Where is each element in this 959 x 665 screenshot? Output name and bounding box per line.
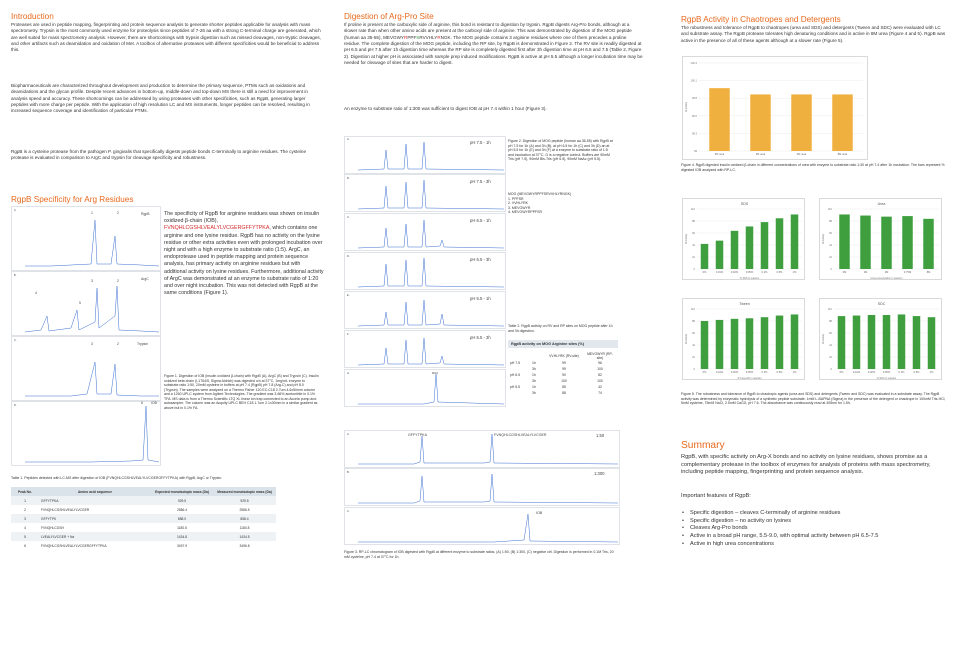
tween-chart-svg	[683, 299, 806, 381]
x-tick-label: 0.5%	[776, 271, 783, 274]
x-tick-label: 0.5%	[913, 371, 920, 374]
mog-legend-title: MOG (MEVGWYRPPFSRVVHLYRNGK)	[508, 192, 572, 196]
x-tick-label: 8M	[926, 271, 931, 274]
x-tick-label: 0.02%	[730, 271, 739, 274]
fig1-panel-d-name: IOB	[151, 401, 157, 405]
fig1-panel-a-peak-1: 1	[91, 211, 93, 215]
x-tick-label: 0.1%	[761, 371, 768, 374]
table-1-header-sequence: Amino acid sequence	[39, 487, 151, 496]
fig2-panel-b-letter: B.	[347, 177, 350, 180]
table-2-title: RgpB activity on MOG Arginine sites (%)	[508, 340, 618, 348]
argpro-arg-2: S	[416, 34, 420, 40]
mog-legend-item-2: 2. VVHLYRK	[508, 201, 528, 205]
y-axis-label: % Activity	[685, 233, 688, 245]
fig1-panel-a-name: RgpB	[141, 212, 150, 216]
table-2-cell: 100	[597, 367, 603, 371]
fig1-panel-c-peak-3: 3	[91, 342, 93, 346]
bar	[923, 219, 934, 269]
table-1-header-peak: Peak No.	[11, 487, 39, 496]
figure-4-caption: Figure 4. RgpB digested insulin oxidized β-chain in different concentrations of urea with enzyme to substrate ratio 1:30 at pH 7.4 after 1h incubation. The bars represent % digested IOB analyzed with RP-LC.	[681, 163, 945, 172]
table-row	[11, 514, 276, 523]
y-tick-label: 88	[692, 220, 695, 223]
x-tick-label: 0.05%	[745, 271, 754, 274]
fig2-panel-a-condition: pH 7.5 - 1h	[470, 140, 491, 145]
bar	[761, 222, 769, 269]
bar	[860, 216, 871, 269]
figure-1-caption: Figure 1. Digestion of IOB (insulin oxidized β-chain) with RgpB (A), ArgC (B) and Trypsin (C). Insulin oxidized beta chain (I-1764/5, Sigma Aldrich) was digested o/n at 37°C, 1mg/mL enzyme to substrate ratio 1:50, 20mM cysteine in buffers at pH 7.4 (RgpB) pH 7.8 (Arg-C) and pH 8.0 (Trypsin). The samples were analyzed on a Thermo Fisher 120 EC-C18 2.7um 4.6x50mm column and a 1260 UPLC system from Agilent Technologies. The gradient was 3-66% acetonitrile in 0.1% TFA. MS data is from a Thermo Scientific LTQ XL linear ion trap connected to an Accela pump and autosampler. The column was an Acquity UPLC BEH C18 1.7um 2.1x30mm in a similar gradient as above but in 0.1% FA.	[164, 374, 319, 410]
bar	[746, 318, 754, 369]
table-2-cell: 3h	[532, 391, 536, 395]
table-2-cell: 99	[562, 367, 566, 371]
argpro-paragraph-1	[344, 22, 644, 66]
fig1-panel-a	[12, 207, 161, 271]
x-tick-label: 1%	[929, 371, 934, 374]
table-2-cell: 3h	[532, 367, 536, 371]
table-row	[11, 505, 276, 514]
sdc-chart-svg	[820, 299, 943, 381]
table-2-cell: 100	[561, 379, 567, 383]
y-tick-label: 110	[827, 208, 832, 211]
specificity-body-suffix: , which contains one arginine and one lysine residue. RgpB has no activity on the lysine residue or other extra activities even with prolonged incubation over night and with a high enzyme to substrate ratio (1:5). ArgC, an endoprotease used in peptide mapping and protein sequence analysis, has primary activity on arginine residues but with additional activity on lysine residues. Furthermore, additional activity of ArgC was demonstrated at an enzyme to substrate ratio of 1:20 and over night incubation. This was not detected with RgpB at the same conditions (Figure 1).	[164, 225, 324, 297]
table-2-cell: 3h	[532, 379, 536, 383]
y-axis-label: % Activity	[822, 333, 825, 345]
table-2-header: VVHLYRK (RV-site)	[549, 354, 579, 358]
table-2-cell: 42	[598, 385, 602, 389]
x-tick-label: 0.01%	[715, 371, 724, 374]
fig2-panel-f-condition: pH 5.5 - 3h	[470, 335, 491, 340]
intro-paragraph-3: RgpB is a cysteine protease from the pathogen P. gingivalis that specifically digests peptide bonds C-terminally to arginine residues. The cysteine protease is evaluated in comparison to ArgC and trypsin for cleavage specificity and robustness.	[11, 149, 307, 161]
table-2-cell: 90	[562, 373, 566, 377]
fig1-panel-d	[12, 402, 161, 466]
y-tick-label: 22	[829, 256, 832, 259]
fig3-panel-a-peak-1: GFFYTPKA	[408, 433, 427, 437]
figure-5-sds-chart	[682, 198, 805, 280]
fig2-panel-d-letter: D.	[347, 255, 350, 258]
summary-paragraph: RgpB, with specific activity on Arg-X bonds and no activity on lysine residues, shows promise as a complementary protease in the toolbox of enzymes for analysis of proteins with mass spectrometry, including peptide mapping, fingerprinting and protein sequence analysis.	[681, 454, 931, 476]
table-1-cell: 2	[24, 507, 26, 512]
table-2-cell: 96	[598, 361, 602, 365]
summary-heading: Summary	[681, 440, 725, 451]
bar	[913, 316, 921, 369]
table-2	[508, 352, 618, 396]
bar	[701, 244, 709, 269]
y-axis-label: % Activity	[822, 233, 825, 245]
bar	[701, 321, 709, 369]
table-2-cell: 82	[598, 373, 602, 377]
fig1-panel-b-peak-3: 3	[91, 279, 93, 283]
figure-5-caption: Figure 5. The robustness and tolerance of RgpB to chaotropic agents (urea and SDS) and detergents (Tween and SDC) was evaluated in a substrate assay. The RgpB activity was determined by enzymatic hydrolysis of a synthetic peptide substrate. 1mM L-BAPNA (Sigma) in the presence of the detergent or chaotrope in 100mM Tris-HCl, 5mM cysteine, 75mM NaCl, 2.5mM CaCl2, pH 7.6. The absorbance was continuously read at 405nm for 1.5h.	[681, 392, 946, 405]
y-tick-label: 66	[692, 332, 695, 335]
figure-3-chromatograms	[344, 430, 620, 546]
mog-legend-item-3: 3. MEVGWYR	[508, 205, 531, 210]
bar	[868, 315, 876, 369]
y-tick-label: 0	[830, 368, 832, 371]
list-item: • Specific digestion – no activity on lysines	[681, 518, 953, 526]
x-tick-label: 1%	[792, 271, 797, 274]
y-tick-label: 66	[829, 232, 832, 235]
bar	[791, 314, 799, 369]
bar	[746, 226, 754, 269]
argpro-paragraph-2: An enzyme to substrate ratio of 1:300 was sufficient to digest IOB at pH 7.4 within 1 hour (Figure 3).	[344, 106, 547, 111]
figure-4-urea-chart	[682, 56, 868, 160]
table-1-caption: Table 1. Peptides detected with LC-MS after digestion of IOB (FVNQHLCGSHLVEALYLVCGERGFFYTPKA) with RgpB, ArgC or Trypsin.	[11, 476, 223, 480]
y-tick-label: 99	[694, 150, 697, 153]
table-2-cell: pH 5.5	[510, 385, 520, 389]
y-tick-label: 44	[829, 344, 832, 347]
x-tick-label: 0.01%	[715, 271, 724, 274]
bar	[791, 94, 812, 151]
figure-3-caption: Figure 3. RP-LC chromatogram of IOB digested with RgpB at different enzyme to substrate ratios, (A) 1:50, (B) 1:300, (C) negative ctrl. Digestion is performed in 0.1M Tris, 20 mM cysteine, pH 7.4 at 37°C for 1h.	[344, 550, 614, 559]
argpro-text-a: If proline is present at the carboxylic side of arginine, this bond is resistant to digestion by trypsin. RgpB digests Arg-Pro bonds, although at a slower rate than when other amino acids are present at the carboxyl side of arginine. This was demonstrated by digestion of the MOG peptide (human aa 35-55), MEVGWY	[344, 22, 632, 40]
argpro-arg-1: R	[404, 34, 408, 40]
table-2-cell: pH 7.5	[510, 361, 520, 365]
table-1-cell: GFFYTPKA	[39, 496, 151, 505]
x-axis-label: Urea concentration in reaction	[870, 277, 903, 280]
intro-paragraph-1: Proteases are used in peptide mapping, fingerprinting and protein sequence analysis to generate shorter peptides applicable for analysis with mass spectrometry. Trypsin is the most commonly used enzyme for proteolysis since peptides of 7-26 aa with a strong C-terminal charge are generated, which are well suited for mass spectrometry analysis. However, there are shortcomings with trypsin digestion such as missed cleavages, non-tryptic cleavages, and other artifacts such as deamidation and oxidation of Met. A toolbox of alternative proteases with different specificities would be beneficial to address this.	[11, 22, 321, 53]
table-1-cell: FVNQHLCGSHLVEALYLVCGERGFFYTPKA	[41, 543, 107, 548]
bar	[928, 317, 936, 369]
argpro-text-b: PPF	[407, 34, 417, 40]
table-1-cell: 3496.8	[239, 543, 250, 548]
y-tick-label: 100.1	[690, 79, 697, 83]
chaotropes-paragraph: The robustness and tolerance of RgpB to chaotropes (urea and SDS) and detergents (Tween and SDC) were evaluated with LC and substrate assay. The RgpB protease tolerates high denaturing conditions and is active in 8M urea (Figure 4 and 5). RgpB was active in the presence of all of these agents although at a slower rate (Figure 5).	[681, 25, 946, 43]
list-item: • Active in high urea concentrations	[681, 541, 953, 549]
fig1-panel-b	[12, 272, 161, 336]
fig1-panel-b-name: ArgC	[141, 277, 149, 281]
table-1-header-measured: Measured monoisotopic mass (Da)	[213, 487, 276, 496]
table-2-cell	[508, 390, 530, 396]
table-1-cell: FVNQHLCGSH	[41, 525, 64, 530]
bar	[731, 231, 739, 269]
x-tick-label: 8M urea	[837, 153, 848, 156]
table-row	[11, 523, 276, 532]
table-1-header-expected: Expected monoisotopic mass (Da)	[151, 487, 213, 496]
y-tick-label: 22	[829, 356, 832, 359]
fig3-panel-a-peak-2: FVNQHLCGSHLVEALYLVCGER	[494, 433, 547, 437]
table-1-cell: 858.4	[213, 514, 276, 523]
fig2-panel-c-condition: pH 6.5 - 1h	[470, 218, 491, 223]
fig2-panel-d-condition: pH 6.5 - 3h	[470, 257, 491, 262]
fig1-panel-b-peak-4: 4	[35, 291, 37, 295]
bar	[731, 319, 739, 369]
x-tick-label: 0%	[839, 371, 844, 374]
x-tick-label: 0.5%	[776, 371, 783, 374]
table-row	[11, 541, 276, 550]
intro-paragraph-2: Biopharmaceuticals are characterized throughout development and production to determine the primary sequence, PTMs such as oxidations and deamidations and the glycan profile. Despite recent advances in bottom-up, middle-down and top-down MS there is still a need for improvement in analysis speed and accuracy. These shortcomings can be addressed by using proteases with other specificities, such as RgpB, generating larger peptides with more charge per peptide. With the application of high resolution LC and MS instruments, longer peptides can be resolved, resulting in increased sequence coverage and identification of particular PTMs.	[11, 83, 310, 114]
bar	[791, 214, 799, 269]
table-row	[11, 496, 276, 505]
table-1-cell: 1434.5	[213, 532, 276, 541]
table-1-cell: 929.5	[151, 496, 213, 505]
table-2-header	[508, 352, 530, 360]
fig2-panel-g-letter: G.	[347, 372, 350, 375]
fig2-panel-e-condition: pH 5.5 - 1h	[470, 296, 491, 301]
x-tick-label: 0.1%	[898, 371, 905, 374]
fig3-panel-c-peak: IOB	[536, 511, 543, 515]
intro-heading: Introduction	[11, 12, 54, 21]
table-2-caption: Table 2. RgpB activity on RV and RP sites on MOG peptide after 1h and 3h digestion.	[508, 324, 613, 333]
table-2-cell: 1h	[532, 361, 536, 365]
figure-1-svg	[11, 206, 161, 466]
urea-chart-svg	[820, 199, 943, 281]
specificity-heading: RgpB Specificity for Arg Residues	[11, 195, 134, 204]
fig3-panel-b-ratio: 1:300	[594, 471, 605, 476]
bar	[776, 218, 784, 269]
bar	[709, 88, 730, 151]
fig1-panel-d-letter: D.	[14, 404, 17, 407]
y-tick-label: 110	[827, 308, 832, 311]
table-2-header: MEVGWYR (RP-site)	[587, 352, 613, 360]
table-1-cell: 1180.5	[177, 525, 187, 530]
x-axis-label: % Tween20 in reaction	[737, 377, 762, 380]
x-tick-label: 1M	[863, 271, 868, 274]
x-tick-label: 0.05%	[882, 371, 891, 374]
fig3-panel-b-letter: B.	[347, 471, 350, 474]
fig2-panel-c-letter: C.	[347, 216, 350, 219]
fig2-panel-b-condition: pH 7.5 - 3h	[470, 179, 491, 184]
table-row	[508, 390, 618, 396]
fig2-panel-g-condition: MOG	[432, 372, 439, 375]
figure-1-chromatograms	[11, 206, 161, 466]
x-tick-label: 4M urea	[796, 153, 807, 156]
bar	[838, 316, 846, 369]
figure-5-sdc-chart	[819, 298, 942, 380]
x-tick-label: 0.02%	[730, 371, 739, 374]
mog-legend	[508, 192, 618, 215]
x-tick-label: 0.1%	[761, 271, 768, 274]
list-item: • Cleaves Arg-Pro bonds	[681, 525, 953, 533]
specificity-body	[164, 211, 324, 297]
figure-4-svg	[683, 57, 869, 161]
bar	[761, 317, 769, 369]
x-tick-label: 0.05%	[745, 371, 754, 374]
summary-features-intro: Important features of RgpB:	[681, 493, 751, 499]
y-tick-label: 110	[690, 308, 695, 311]
fig2-panel-a-letter: A.	[347, 138, 350, 141]
table-2-cell: 99	[562, 361, 566, 365]
table-1-cell: 6	[24, 543, 26, 548]
table-1-cell: 5	[11, 532, 39, 541]
table-1-cell: 929.5	[213, 496, 276, 505]
fig1-panel-c-peak-2: 2	[117, 342, 119, 346]
y-tick-label: 99.3	[691, 132, 697, 136]
bar	[898, 314, 906, 369]
x-tick-label: 0%	[702, 371, 707, 374]
table-1-cell: 2586.4	[176, 507, 188, 512]
table-1-cell: 1	[11, 496, 39, 505]
y-tick-label: 66	[692, 232, 695, 235]
chart-title: Tween	[739, 302, 750, 306]
list-item: • Specific digestion – cleaves C-terminally of arginine residues	[681, 510, 953, 518]
fig1-panel-b-letter: B.	[14, 274, 17, 277]
figure-5-tween-chart	[682, 298, 805, 380]
table-2-cell: 1h	[532, 373, 536, 377]
table-1-cell: 1180.8	[239, 525, 250, 530]
fig1-panel-c-letter: C.	[14, 339, 17, 342]
figure-3-svg	[344, 430, 620, 546]
x-tick-label: 2M urea	[755, 153, 766, 156]
fig3-panel-c-letter: C.	[347, 510, 350, 513]
x-tick-label: 0M urea	[714, 153, 725, 156]
figure-2-svg	[344, 136, 506, 408]
y-tick-label: 88	[829, 320, 832, 323]
table-row	[11, 532, 276, 541]
fig1-panel-b-peak-2: 2	[117, 279, 119, 283]
y-tick-label: 44	[692, 344, 695, 347]
bar	[832, 94, 853, 151]
table-2-cell: 88	[562, 391, 566, 395]
chart-title: Urea	[877, 202, 886, 206]
x-axis-label: % SDS in reaction	[739, 277, 760, 280]
figure-5-urea-chart	[819, 198, 942, 280]
fig1-panel-a-peak-2: 2	[117, 211, 119, 215]
table-2-header	[530, 352, 546, 360]
y-tick-label: 0	[693, 268, 695, 271]
sds-chart-svg	[683, 199, 806, 281]
fig1-panel-d-peak-6: 6	[141, 401, 143, 405]
fig2-panel-e-letter: E.	[347, 294, 350, 297]
bar	[883, 315, 891, 369]
mog-legend-item-1: 1. PPFSR	[508, 196, 524, 201]
table-1-cell: 4	[24, 525, 26, 530]
iob-sequence: FVNQHLCGSHLVEALYLVCGERGFFYTPKA	[164, 225, 270, 232]
bar	[716, 241, 724, 269]
y-tick-label: 0	[693, 368, 695, 371]
bar	[750, 94, 771, 151]
bar	[716, 320, 724, 369]
y-axis-label: % Activity	[685, 333, 688, 345]
table-1-cell: 858.0	[151, 514, 213, 523]
argpro-arg-3: R	[437, 34, 441, 40]
figure-2-chromatograms	[344, 136, 506, 408]
x-axis-label: % SDC in reaction	[876, 377, 897, 380]
y-tick-label: 44	[692, 244, 695, 247]
table-1-cell: 2586.5	[239, 507, 250, 512]
y-tick-label: 99.6	[691, 114, 697, 118]
chaotropes-heading: RgpB Activity in Chaotropes and Detergents	[681, 15, 841, 24]
argpro-text-c: RVVHLY	[419, 34, 438, 40]
table-1-header-row	[11, 487, 276, 496]
fig1-panel-a-letter: A.	[14, 209, 17, 212]
table-1-cell: 3497.9	[176, 543, 188, 548]
specificity-body-prefix: The specificity of RgpB for arginine residues was shown on insulin oxidized β-chain (IOB),	[164, 211, 320, 225]
figure-2-caption: Figure 2. Digestion of MOG peptide (human aa 35-55) with RgpB at pH 7.5 for 1h (A) and 3h (B), at pH 6.5 for 1h (C) and 3h (D) an at pH 5.5 for 1h (E) and 3h (F) at a enzyme to substrate ratio of 1:5 and incubation at 37°C. G is a negative control. Buffers are 90mM Tris (pH 7.5), 90mM Bis-Tris (pH 6.5), 90mM NaAc (pH 5.5).	[508, 139, 613, 161]
y-axis-label: % activity	[685, 101, 688, 113]
table-2-cell: 74	[598, 391, 602, 395]
list-item: • Active in a broad pH range, 5.5-9.0, with optimal activity between pH 6.5-7.5	[681, 533, 953, 541]
x-tick-label: 3.75M	[903, 271, 912, 274]
argpro-text-d: NGK. The MOG peptide contains 3 arginine residues where one of them precedes a proline residue. The complete digestion of the MOG peptide, including the RP site, by RgpB is demonstrated in Figure 2. The RV site is readily digested at pH 6.5 and pH 7.5 after 1h digestion time whereas the RP site is completely digested first after 3h digestion time at pH 6.5 and 7.5 (Table 2, Figure 2). Digestion at higher pH is associated with sample prep induced modifications. RgpB is active at pH 5.5 although a longer incubation time may be needed for cleavage of sites that are harder to digest.	[344, 34, 643, 66]
fig1-panel-c	[12, 337, 161, 401]
x-tick-label: 0.02%	[867, 371, 876, 374]
table-1-cell: 1434.8	[151, 532, 213, 541]
table-2-cell: 85	[562, 385, 566, 389]
y-tick-label: 88	[692, 320, 695, 323]
fig3-panel-a-letter: A.	[347, 433, 350, 436]
y-tick-label: 44	[829, 244, 832, 247]
x-tick-label: 0.01%	[852, 371, 861, 374]
x-tick-label: 2M	[884, 271, 889, 274]
table-2-cell: pH 6.5	[510, 373, 520, 377]
y-tick-label: 88	[829, 220, 832, 223]
x-tick-label: 0M	[842, 271, 847, 274]
y-tick-label: 22	[692, 256, 695, 259]
table-1-cell: FVNQHLCGSHLVEALYLVCGER	[41, 507, 90, 512]
table-1	[11, 487, 276, 550]
table-2-header-row	[508, 352, 618, 360]
summary-feature-list	[681, 510, 953, 549]
x-tick-label: 1%	[792, 371, 797, 374]
bar	[881, 217, 892, 269]
table-1-cell: LVEALYLVCGER + Na	[39, 532, 151, 541]
chart-title: SDS	[740, 202, 749, 206]
bar	[902, 216, 913, 269]
y-tick-label: 66	[829, 332, 832, 335]
table-2-cell: 100	[597, 379, 603, 383]
chart-title: SDC	[877, 302, 886, 306]
y-tick-label: 100.4	[690, 62, 697, 65]
table-1-cell: 3	[11, 514, 39, 523]
bar	[853, 316, 861, 369]
y-tick-label: 0	[830, 268, 832, 271]
fig1-panel-c-name: Trypsin	[137, 342, 148, 346]
mog-legend-item-4: 4. MEVGWYRPPFSR	[508, 210, 543, 214]
y-tick-label: 99.8	[691, 97, 697, 101]
fig3-panel-a-ratio: 1:50	[596, 433, 605, 438]
bar	[776, 316, 784, 369]
table-1-cell: GFFYTPK	[39, 514, 151, 523]
argpro-heading: Digestion of Arg-Pro Site	[344, 12, 434, 21]
fig1-panel-b-peak-5: 5	[79, 301, 81, 305]
x-tick-label: 0%	[702, 271, 707, 274]
bar	[839, 214, 850, 269]
y-tick-label: 110	[690, 208, 695, 211]
table-2-cell: 1h	[532, 385, 536, 389]
y-tick-label: 22	[692, 356, 695, 359]
fig2-panel-f-letter: F.	[347, 333, 350, 336]
